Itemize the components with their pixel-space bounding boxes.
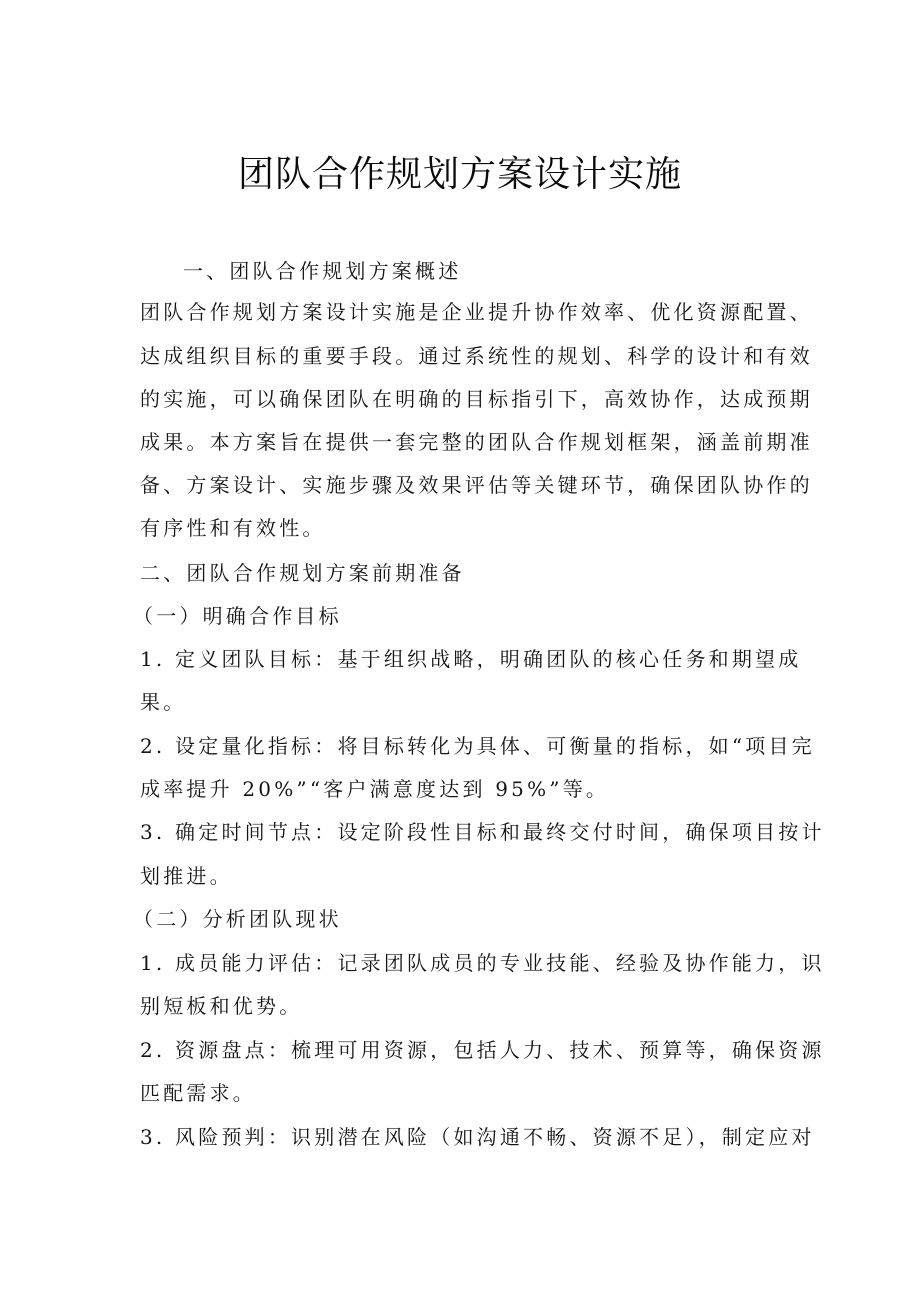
list-item-line: 3. 风险预判：识别潜在风险（如沟通不畅、资源不足），制定应对 <box>140 1125 815 1149</box>
list-item-line: 成率提升 20%”“客户满意度达到 95%”等。 <box>140 777 610 801</box>
paragraph-line: 团队合作规划方案设计实施是企业提升协作效率、优化资源配置、 <box>140 300 813 324</box>
document-title: 团队合作规划方案设计实施 <box>237 154 682 195</box>
list-item-line: 匹配需求。 <box>140 1081 256 1105</box>
list-item-line: 1. 定义团队目标：基于组织战略，明确团队的核心任务和期望成 <box>140 647 802 671</box>
section-heading-preparation: 二、团队合作规划方案前期准备 <box>140 561 465 585</box>
list-item-line: 2. 设定量化指标：将目标转化为具体、可衡量的指标，如“项目完 <box>140 734 815 758</box>
paragraph-line: 达成组织目标的重要手段。通过系统性的规划、科学的设计和有效 <box>140 344 813 368</box>
list-item-line: 2. 资源盘点：梳理可用资源，包括人力、技术、预算等，确保资源 <box>140 1038 825 1062</box>
list-item-line: 别短板和优势。 <box>140 994 303 1018</box>
list-item-line: 划推进。 <box>140 864 233 888</box>
paragraph-line: 有序性和有效性。 <box>140 516 326 540</box>
subsection-heading-status: （二）分析团队现状 <box>133 907 342 931</box>
list-item-line: 果。 <box>140 690 187 714</box>
paragraph-line: 成果。本方案旨在提供一套完整的团队合作规划框架，涵盖前期准 <box>140 430 813 454</box>
paragraph-line: 的实施，可以确保团队在明确的目标指引下，高效协作，达成预期 <box>140 387 813 411</box>
list-item-line: 3. 确定时间节点：设定阶段性目标和最终交付时间，确保项目按计 <box>140 820 825 844</box>
section-heading-overview: 一、团队合作规划方案概述 <box>183 259 462 283</box>
subsection-heading-goals: （一）明确合作目标 <box>133 604 342 628</box>
list-item-line: 1. 成员能力评估：记录团队成员的专业技能、经验及协作能力，识 <box>140 951 825 975</box>
paragraph-line: 备、方案设计、实施步骤及效果评估等关键环节，确保团队协作的 <box>140 473 813 497</box>
